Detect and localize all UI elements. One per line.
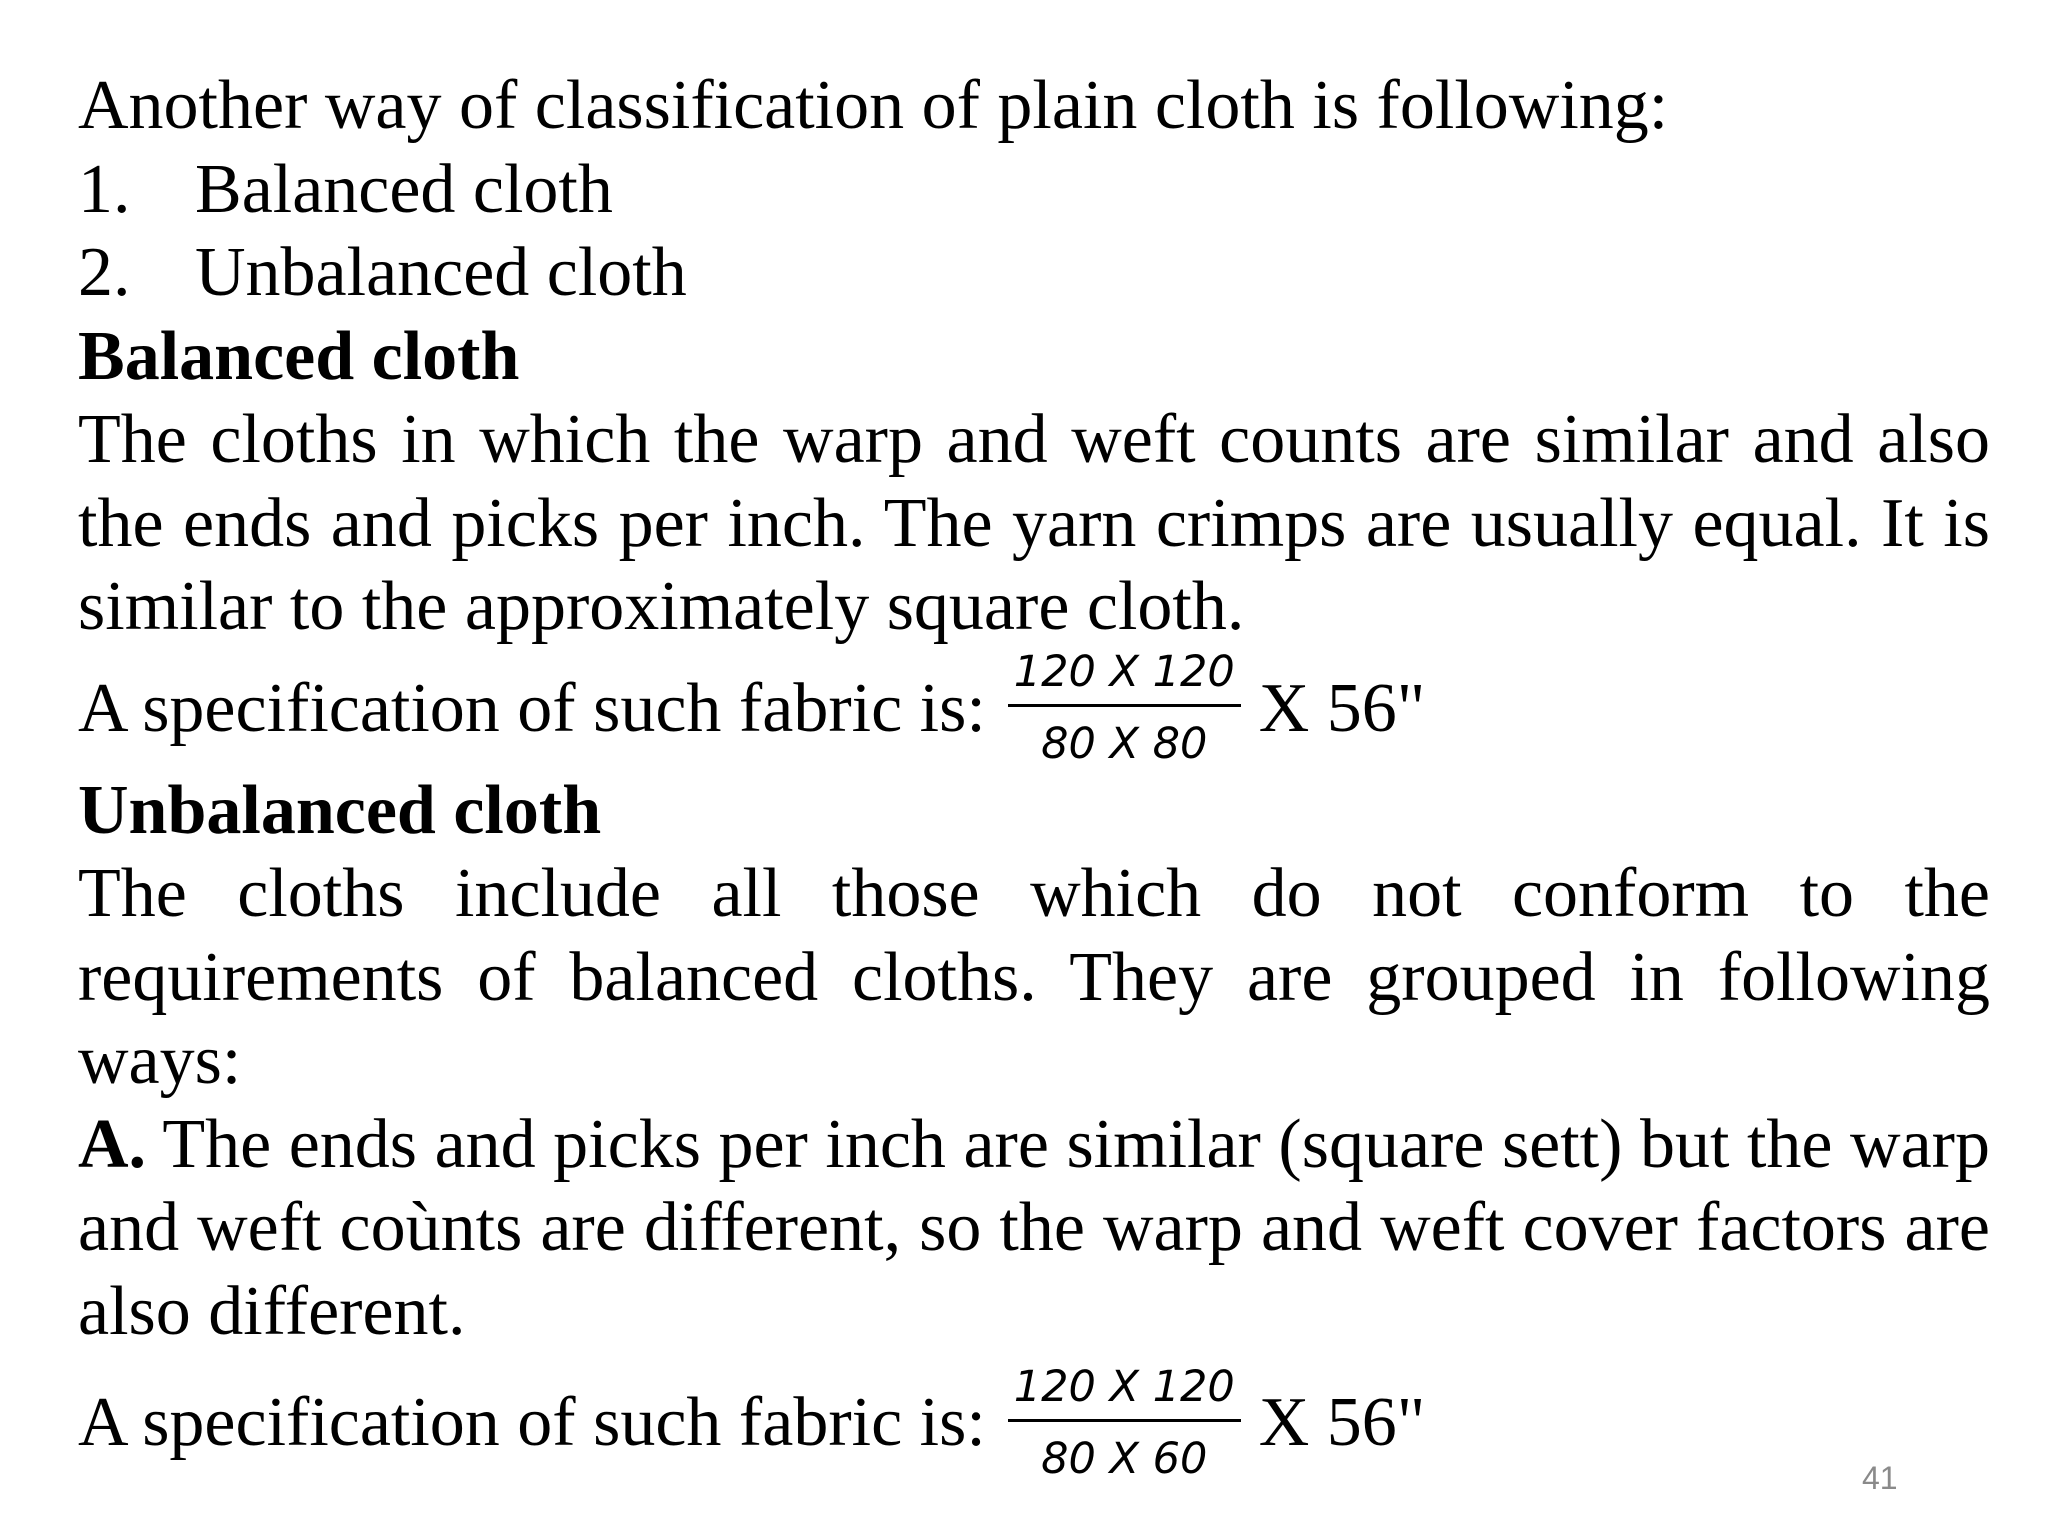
list-item-balanced <box>78 148 1990 232</box>
spec-width: X 56" <box>1258 669 1426 747</box>
spec-numerator: 120 X 120 <box>1008 1366 1241 1422</box>
list-label: Balanced cloth <box>195 150 613 228</box>
list-label: Unbalanced cloth <box>195 234 687 311</box>
slide-content <box>78 64 1990 1493</box>
balanced-paragraph: The cloths in which the warp and weft counts are similar and also the ends and picks per inch. The yarn crimps are usually equal. It is similar to the approximately square cloth. <box>78 401 1990 645</box>
spec-fraction <box>1008 647 1241 769</box>
item-a-label: A. <box>78 1105 147 1183</box>
item-a-text: The ends and picks per inch are similar (square sett) but the warp and weft coùnts are different, so the warp and weft cover factors are also different. <box>78 1105 1990 1350</box>
unbalanced-heading: Unbalanced cloth <box>78 771 602 849</box>
spec-label: A specification of such fabric is: <box>78 669 986 747</box>
spec-fraction <box>1008 1361 1241 1484</box>
list-number: 2. <box>78 234 131 311</box>
unbalanced-spec <box>78 1353 1990 1493</box>
spec-width: X 56" <box>1258 1384 1426 1462</box>
balanced-spec <box>78 639 1990 779</box>
unbalanced-item-a <box>78 1103 1990 1354</box>
spec-numerator: 120 X 120 <box>1008 651 1241 707</box>
page-number: 41 <box>1862 1460 1898 1496</box>
intro-text: Another way of classification of plain cloth is following: <box>78 67 1669 144</box>
spec-denominator: 80 X 60 <box>1041 1433 1208 1484</box>
balanced-heading: Balanced cloth <box>78 317 520 395</box>
spec-denominator: 80 X 80 <box>1041 719 1208 769</box>
list-item-unbalanced <box>78 231 1990 315</box>
spec-label: A specification of such fabric is: <box>78 1384 986 1462</box>
unbalanced-paragraph: The cloths include all those which do not conform to the requirements of balanced cloths. They are grouped in following ways: <box>78 855 1990 1099</box>
list-number: 1. <box>78 150 131 228</box>
